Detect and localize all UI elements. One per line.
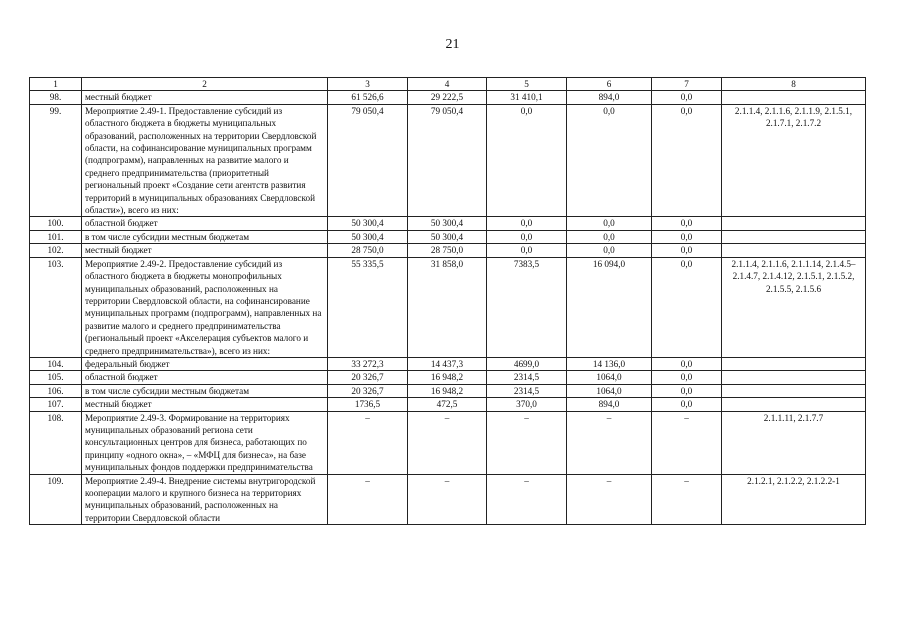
cell-col-5: 2314,5: [487, 384, 567, 397]
cell-col-3: 1736,5: [328, 398, 408, 411]
cell-col-7: 0,0: [652, 257, 722, 357]
row-number: 104.: [30, 357, 82, 370]
cell-col-7: 0,0: [652, 384, 722, 397]
table-row: [30, 257, 866, 357]
cell-col-5: 0,0: [487, 244, 567, 257]
column-header: 4: [408, 78, 487, 91]
column-header: 2: [82, 78, 328, 91]
cell-col-5: –: [487, 474, 567, 525]
column-header: 7: [652, 78, 722, 91]
column-header: 3: [328, 78, 408, 91]
cell-col-7: –: [652, 411, 722, 474]
table-row: [30, 371, 866, 384]
cell-col-6: –: [567, 474, 652, 525]
cell-col-4: 16 948,2: [408, 371, 487, 384]
cell-col-3: –: [328, 474, 408, 525]
row-description: Мероприятие 2.49-4. Внедрение системы внутригородской кооперации малого и крупного бизнеса на территориях муниципальных образований, расположенных на территории Свердловской области: [82, 474, 328, 525]
cell-col-4: 16 948,2: [408, 384, 487, 397]
row-description: в том числе субсидии местным бюджетам: [82, 230, 328, 243]
cell-col-4: 472,5: [408, 398, 487, 411]
cell-col-6: 894,0: [567, 91, 652, 104]
cell-col-4: 14 437,3: [408, 357, 487, 370]
row-number: 99.: [30, 104, 82, 217]
cell-col-5: 31 410,1: [487, 91, 567, 104]
table-row: [30, 474, 866, 525]
cell-col-4: 31 858,0: [408, 257, 487, 357]
cell-col-7: 0,0: [652, 104, 722, 217]
cell-col-5: 0,0: [487, 104, 567, 217]
cell-col-6: 0,0: [567, 230, 652, 243]
cell-target-codes: [722, 217, 866, 230]
row-description: местный бюджет: [82, 398, 328, 411]
cell-col-4: 50 300,4: [408, 217, 487, 230]
row-number: 105.: [30, 371, 82, 384]
cell-col-7: 0,0: [652, 217, 722, 230]
cell-col-3: 79 050,4: [328, 104, 408, 217]
table-row: [30, 398, 866, 411]
row-description: Мероприятие 2.49-2. Предоставление субсидий из областного бюджета в бюджеты монопрофильных муниципальных образований, расположенных на территории Свердловской области, на софинансирование муниципальных программ (подпрограмм), направленных на развитие малого и среднего предпринимательства (региональный проект «Акселерация субъектов малого и среднего предпринимательства»), всего из них:: [82, 257, 328, 357]
table-row: [30, 91, 866, 104]
cell-col-3: 20 326,7: [328, 384, 408, 397]
cell-col-3: –: [328, 411, 408, 474]
table-row: [30, 230, 866, 243]
cell-col-7: 0,0: [652, 357, 722, 370]
cell-col-3: 20 326,7: [328, 371, 408, 384]
cell-col-5: 0,0: [487, 217, 567, 230]
cell-col-5: –: [487, 411, 567, 474]
row-description: в том числе субсидии местным бюджетам: [82, 384, 328, 397]
cell-col-4: 29 222,5: [408, 91, 487, 104]
cell-col-4: 28 750,0: [408, 244, 487, 257]
row-description: областной бюджет: [82, 217, 328, 230]
cell-col-5: 4699,0: [487, 357, 567, 370]
cell-col-3: 55 335,5: [328, 257, 408, 357]
table-row: [30, 217, 866, 230]
row-description: областной бюджет: [82, 371, 328, 384]
cell-col-5: 7383,5: [487, 257, 567, 357]
row-description: федеральный бюджет: [82, 357, 328, 370]
cell-col-6: 0,0: [567, 217, 652, 230]
row-number: 102.: [30, 244, 82, 257]
cell-col-4: –: [408, 474, 487, 525]
cell-col-6: 14 136,0: [567, 357, 652, 370]
cell-col-4: 50 300,4: [408, 230, 487, 243]
cell-target-codes: [722, 244, 866, 257]
cell-target-codes: [722, 384, 866, 397]
budget-table: [29, 77, 866, 525]
cell-col-3: 33 272,3: [328, 357, 408, 370]
cell-col-6: 1064,0: [567, 371, 652, 384]
cell-target-codes: 2.1.2.1, 2.1.2.2, 2.1.2.2-1: [722, 474, 866, 525]
cell-target-codes: [722, 230, 866, 243]
row-number: 107.: [30, 398, 82, 411]
cell-col-7: –: [652, 474, 722, 525]
cell-col-4: –: [408, 411, 487, 474]
cell-col-6: 16 094,0: [567, 257, 652, 357]
column-header: 1: [30, 78, 82, 91]
cell-target-codes: [722, 371, 866, 384]
cell-target-codes: 2.1.1.4, 2.1.1.6, 2.1.1.14, 2.1.4.5–2.1.4.7, 2.1.4.12, 2.1.5.1, 2.1.5.2, 2.1.5.5, 2.1.5.6: [722, 257, 866, 357]
cell-target-codes: [722, 357, 866, 370]
table-row: [30, 357, 866, 370]
row-description: Мероприятие 2.49-1. Предоставление субсидий из областного бюджета в бюджеты муниципальных образований, расположенных на территории Свердловской области, на софинансирование муниципальных программ (подпрограмм), направленных на развитие малого и среднего предпринимательства (приоритетный региональный проект «Создание сети агентств развития территорий в муниципальных образованиях Свердловской области»), всего из них:: [82, 104, 328, 217]
column-header: 8: [722, 78, 866, 91]
cell-col-6: 0,0: [567, 244, 652, 257]
cell-col-4: 79 050,4: [408, 104, 487, 217]
row-description: Мероприятие 2.49-3. Формирование на территориях муниципальных образований региона сети консультационных центров для бизнеса, работающих по принципу «одного окна», – «МФЦ для бизнеса», на базе муниципальных фондов поддержки предпринимательства: [82, 411, 328, 474]
cell-col-7: 0,0: [652, 398, 722, 411]
cell-target-codes: [722, 398, 866, 411]
cell-col-6: 1064,0: [567, 384, 652, 397]
table-row: [30, 411, 866, 474]
cell-col-7: 0,0: [652, 371, 722, 384]
table-body: [30, 91, 866, 525]
cell-col-7: 0,0: [652, 244, 722, 257]
table-row: [30, 244, 866, 257]
cell-col-5: 370,0: [487, 398, 567, 411]
row-number: 101.: [30, 230, 82, 243]
cell-col-3: 28 750,0: [328, 244, 408, 257]
table-row: [30, 384, 866, 397]
cell-target-codes: [722, 91, 866, 104]
row-number: 106.: [30, 384, 82, 397]
cell-col-6: 894,0: [567, 398, 652, 411]
cell-col-3: 61 526,6: [328, 91, 408, 104]
cell-col-5: 2314,5: [487, 371, 567, 384]
column-header: 5: [487, 78, 567, 91]
row-number: 98.: [30, 91, 82, 104]
table-row: [30, 104, 866, 217]
row-description: местный бюджет: [82, 244, 328, 257]
cell-col-5: 0,0: [487, 230, 567, 243]
row-number: 100.: [30, 217, 82, 230]
row-number: 109.: [30, 474, 82, 525]
row-number: 103.: [30, 257, 82, 357]
row-description: местный бюджет: [82, 91, 328, 104]
page-number: 21: [445, 37, 460, 52]
cell-col-3: 50 300,4: [328, 217, 408, 230]
column-header: 6: [567, 78, 652, 91]
table-header-row: [30, 78, 866, 91]
cell-target-codes: 2.1.1.11, 2.1.7.7: [722, 411, 866, 474]
cell-col-6: –: [567, 411, 652, 474]
cell-target-codes: 2.1.1.4, 2.1.1.6, 2.1.1.9, 2.1.5.1, 2.1.7.1, 2.1.7.2: [722, 104, 866, 217]
row-number: 108.: [30, 411, 82, 474]
cell-col-3: 50 300,4: [328, 230, 408, 243]
cell-col-7: 0,0: [652, 230, 722, 243]
cell-col-7: 0,0: [652, 91, 722, 104]
cell-col-6: 0,0: [567, 104, 652, 217]
